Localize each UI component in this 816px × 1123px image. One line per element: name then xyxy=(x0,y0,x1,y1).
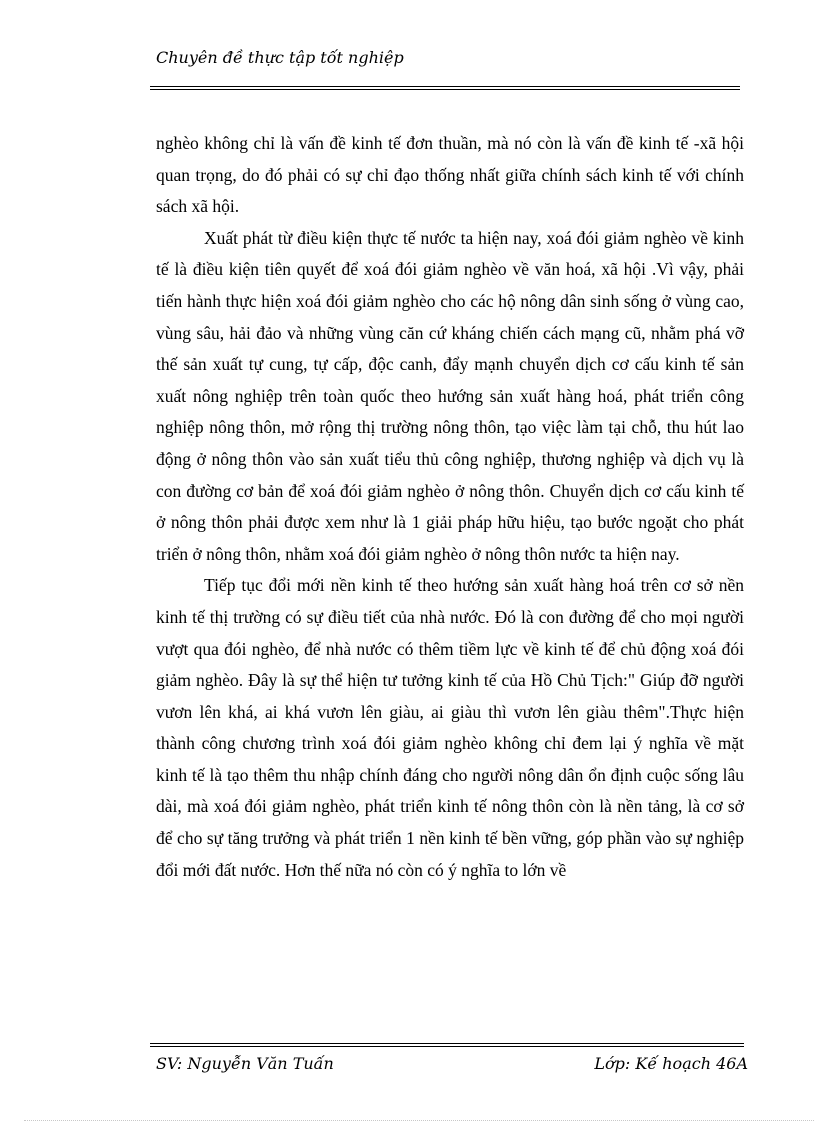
paragraph: Tiếp tục đổi mới nền kinh tế theo hướng sản xuất hàng hoá trên cơ sở nền kinh tế thị trường có sự điều tiết của nhà nước. Đó là con đường để cho mọi người vượt qua đói nghèo, để nhà nước có thêm tiềm lực về kinh tế để chủ động xoá đói giảm nghèo. Đây là sự thể hiện tư tưởng kinh tế của Hồ Chủ Tịch:" Giúp đỡ người vươn lên khá, ai khá vươn lên giàu, ai giàu thì vươn lên giàu thêm".Thực hiện thành công chương trình xoá đói giảm nghèo không chỉ đem lại ý nghĩa về mặt kinh tế là tạo thêm thu nhập chính đáng cho người nông dân ổn định cuộc sống lâu dài, mà xoá đói giảm nghèo, phát triển kinh tế nông thôn còn là nền tảng, là cơ sở để cho sự tăng trưởng và phát triển 1 nền kinh tế bền vững, góp phần vào sự nghiệp đổi mới đất nước. Hơn thế nữa nó còn có ý nghĩa to lớn về xyxy=(156,575,744,880)
paragraph-continuation: nghèo không chỉ là vấn đề kinh tế đơn thuần, mà nó còn là vấn đề kinh tế -xã hội quan trọng, do đó phải có sự chỉ đạo thống nhất giữa chính sách kinh tế với chính sách xã hội. xyxy=(156,133,744,217)
page-edge-divider xyxy=(24,1120,814,1121)
footer-student-name: SV: Nguyễn Văn Tuấn xyxy=(156,1054,334,1073)
footer-class-name: Lớp: Kế hoạch 46A xyxy=(594,1054,748,1073)
page-header-title: Chuyên đề thực tập tốt nghiệp xyxy=(156,48,404,67)
footer-divider xyxy=(150,1043,744,1047)
header-divider xyxy=(150,86,740,90)
paragraph: Xuất phát từ điều kiện thực tế nước ta hiện nay, xoá đói giảm nghèo về kinh tế là điều kiện tiên quyết để xoá đói giảm nghèo về văn hoá, xã hội .Vì vậy, phải tiến hành thực hiện xoá đói giảm nghèo cho các hộ nông dân sinh sống ở vùng cao, vùng sâu, hải đảo và những vùng căn cứ kháng chiến cách mạng cũ, nhằm phá vỡ thế sản xuất tự cung, tự cấp, độc canh, đẩy mạnh chuyển dịch cơ cấu kinh tế sản xuất nông nghiệp trên toàn quốc theo hướng sản xuất hàng hoá, phát triển công nghiệp nông thôn, mở rộng thị trường nông thôn, tạo việc làm tại chỗ, thu hút lao động ở nông thôn vào sản xuất tiểu thủ công nghiệp, thương nghiệp và dịch vụ là con đường cơ bản để xoá đói giảm nghèo ở nông thôn. Chuyển dịch cơ cấu kinh tế ở nông thôn phải được xem như là 1 giải pháp hữu hiệu, tạo bước ngoặt cho phát triển ở nông thôn, nhằm xoá đói giảm nghèo ở nông thôn nước ta hiện nay. xyxy=(156,227,744,564)
page-body xyxy=(156,128,744,886)
